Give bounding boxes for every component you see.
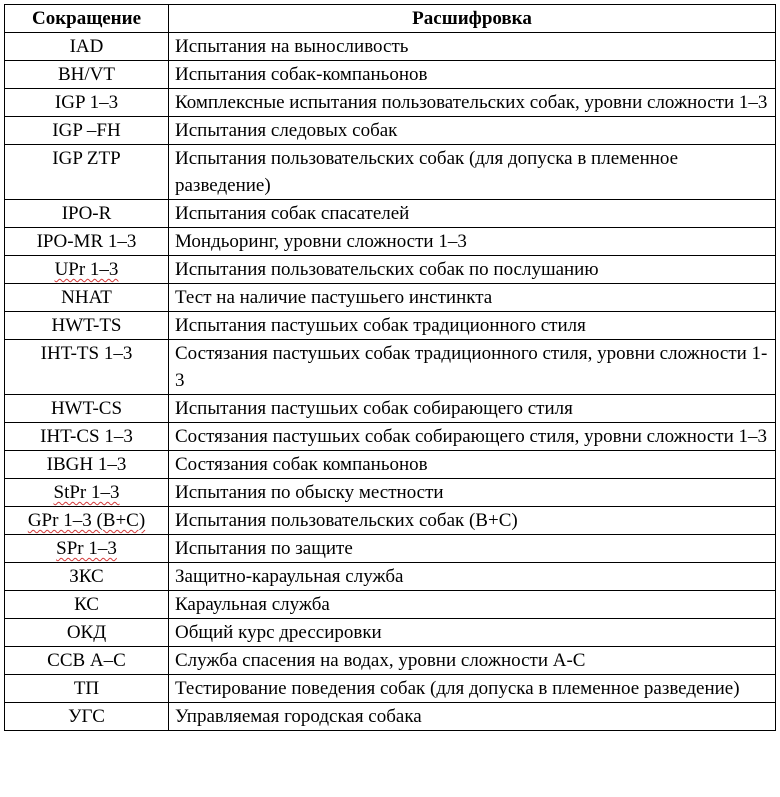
abbreviations-table: [4, 4, 776, 731]
table-row: [5, 256, 776, 284]
table-row: [5, 451, 776, 479]
abbreviation-cell: ЗКС: [5, 563, 169, 591]
abbreviation-text: GPr 1–3 (B+C): [27, 510, 146, 531]
abbreviation-cell: NHAT: [5, 284, 169, 312]
meaning-cell: Караульная служба: [169, 591, 776, 619]
table-row: [5, 228, 776, 256]
meaning-cell: Испытания собак спасателей: [169, 200, 776, 228]
table-row: [5, 33, 776, 61]
table-row: [5, 591, 776, 619]
table-row: [5, 675, 776, 703]
abbreviation-cell: IBGH 1–3: [5, 451, 169, 479]
meaning-cell: Испытания пользовательских собак по послушанию: [169, 256, 776, 284]
table-row: [5, 395, 776, 423]
abbreviation-cell: IAD: [5, 33, 169, 61]
table-row: [5, 284, 776, 312]
abbreviation-cell: HWT-TS: [5, 312, 169, 340]
meaning-cell: Комплексные испытания пользовательских собак, уровни сложности 1–3: [169, 89, 776, 117]
abbreviation-cell: IGP ZTP: [5, 145, 169, 200]
table-row: [5, 423, 776, 451]
table-row: [5, 340, 776, 395]
abbreviation-cell: КС: [5, 591, 169, 619]
meaning-cell: Состязания пастушьих собак собирающего стиля, уровни сложности 1–3: [169, 423, 776, 451]
meaning-cell: Служба спасения на водах, уровни сложности А-С: [169, 647, 776, 675]
abbreviation-text: StPr 1–3: [53, 482, 120, 503]
abbreviation-cell: IGP 1–3: [5, 89, 169, 117]
meaning-cell: Состязания собак компаньонов: [169, 451, 776, 479]
abbreviation-cell: IGP –FH: [5, 117, 169, 145]
meaning-cell: Мондьоринг, уровни сложности 1–3: [169, 228, 776, 256]
abbreviation-text: UPr 1–3: [54, 259, 119, 280]
abbreviation-cell: IHT-TS 1–3: [5, 340, 169, 395]
abbreviation-cell: ССВ А–С: [5, 647, 169, 675]
meaning-cell: Общий курс дрессировки: [169, 619, 776, 647]
header-meaning: Расшифровка: [169, 5, 776, 33]
abbreviation-cell: УГС: [5, 703, 169, 731]
table-row: [5, 647, 776, 675]
table-row: [5, 61, 776, 89]
meaning-cell: Испытания по защите: [169, 535, 776, 563]
meaning-cell: Испытания следовых собак: [169, 117, 776, 145]
meaning-cell: Испытания пользовательских собак (B+C): [169, 507, 776, 535]
meaning-cell: Защитно-караульная служба: [169, 563, 776, 591]
abbreviation-cell: [5, 479, 169, 507]
abbreviation-cell: ОКД: [5, 619, 169, 647]
table-row: [5, 312, 776, 340]
abbreviation-text: SPr 1–3: [56, 538, 117, 559]
abbreviation-cell: [5, 256, 169, 284]
table-row: [5, 117, 776, 145]
meaning-cell: Испытания пастушьих собак собирающего стиля: [169, 395, 776, 423]
meaning-cell: Испытания на выносливость: [169, 33, 776, 61]
abbreviation-cell: IPO-MR 1–3: [5, 228, 169, 256]
table-header-row: [5, 5, 776, 33]
abbreviation-cell: IHT-CS 1–3: [5, 423, 169, 451]
meaning-cell: Испытания пастушьих собак традиционного стиля: [169, 312, 776, 340]
meaning-cell: Испытания собак-компаньонов: [169, 61, 776, 89]
meaning-cell: Испытания пользовательских собак (для допуска в племенное разведение): [169, 145, 776, 200]
meaning-cell: Испытания по обыску местности: [169, 479, 776, 507]
table-row: [5, 479, 776, 507]
table-row: [5, 507, 776, 535]
table-row: [5, 89, 776, 117]
meaning-cell: Тест на наличие пастушьего инстинкта: [169, 284, 776, 312]
abbreviation-cell: IPO-R: [5, 200, 169, 228]
meaning-cell: Состязания пастушьих собак традиционного стиля, уровни сложности 1-3: [169, 340, 776, 395]
abbreviation-cell: ТП: [5, 675, 169, 703]
table-row: [5, 563, 776, 591]
table-row: [5, 619, 776, 647]
meaning-cell: Управляемая городская собака: [169, 703, 776, 731]
abbreviation-cell: [5, 535, 169, 563]
table-row: [5, 200, 776, 228]
abbreviation-cell: [5, 507, 169, 535]
meaning-cell: Тестирование поведения собак (для допуска в племенное разведение): [169, 675, 776, 703]
abbreviation-cell: BH/VT: [5, 61, 169, 89]
table-row: [5, 703, 776, 731]
abbreviation-cell: HWT-CS: [5, 395, 169, 423]
table-row: [5, 535, 776, 563]
table-row: [5, 145, 776, 200]
header-abbreviation: Сокращение: [5, 5, 169, 33]
